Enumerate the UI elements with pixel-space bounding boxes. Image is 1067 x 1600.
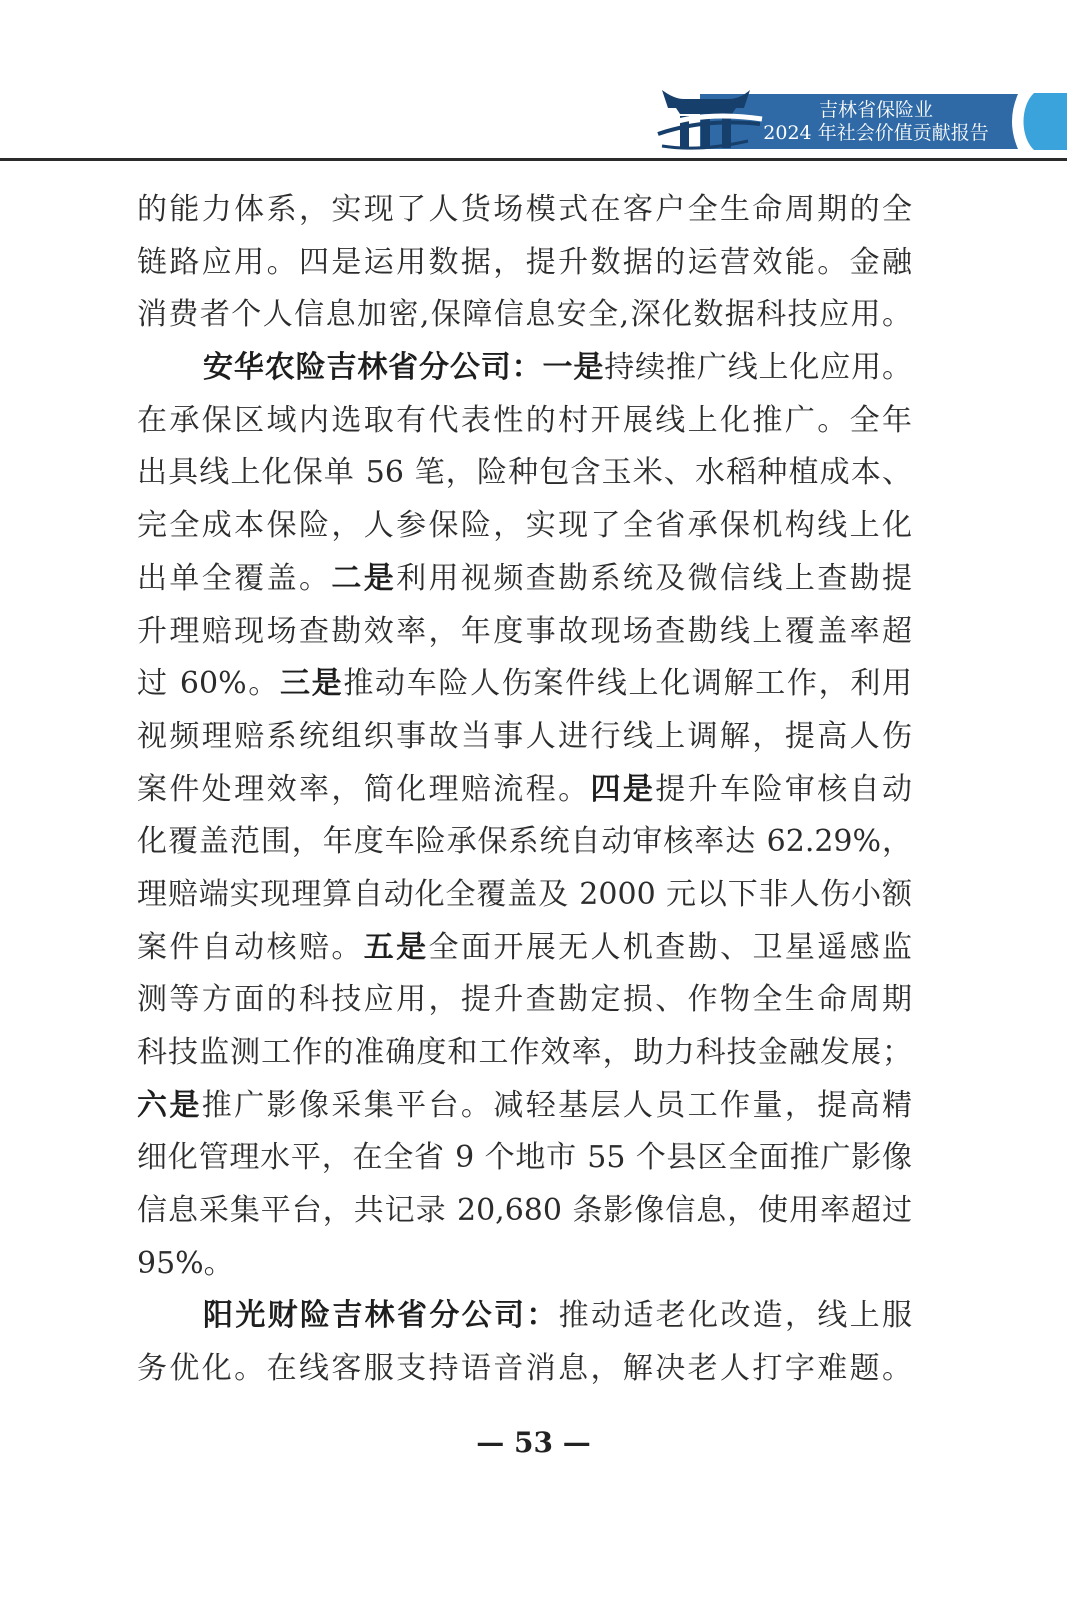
- line-text: 视频理赔系统组织事故当事人进行线上调解，提高人伤: [137, 718, 912, 754]
- emphasis-text: 三是: [279, 666, 344, 702]
- line-text: 理赔端实现理算自动化全覆盖及 2000 元以下非人伤小额: [137, 876, 912, 912]
- line-text: 持续推广线上化应用。: [604, 350, 913, 386]
- line-text: 过 60%。: [137, 666, 280, 702]
- line-text: 全面开展无人机查勘、卫星遥感监: [428, 929, 913, 965]
- emphasis-text: 四是: [590, 771, 656, 807]
- body-line: [137, 816, 912, 869]
- body-line: [137, 922, 912, 975]
- body-line: [137, 711, 912, 764]
- report-title-line1: 吉林省保险业: [818, 99, 933, 121]
- report-title-line2: 2024 年社会价值贡献报告: [763, 122, 989, 144]
- body-line: [137, 869, 912, 922]
- line-text: 推动车险人伤案件线上化调解工作，利用: [343, 666, 913, 702]
- line-text: 完全成本保险，人参保险，实现了全省承保机构线上化: [137, 508, 912, 544]
- line-text: 案件处理效率，简化理赔流程。: [137, 771, 591, 807]
- page-number: — 53 —: [476, 1426, 591, 1459]
- body-line: [137, 500, 912, 553]
- line-text: 链路应用。四是运用数据，提升数据的运营效能。金融: [137, 244, 912, 280]
- body-line: [137, 237, 912, 290]
- line-text: 测等方面的科技应用，提升查勘定损、作物全生命周期: [137, 982, 912, 1018]
- emphasis-text: 五是: [363, 929, 429, 965]
- body-line: [137, 658, 912, 711]
- line-text: 信息采集平台，共记录 20,680 条影像信息，使用率超过: [137, 1193, 912, 1229]
- header-divider: [0, 158, 1067, 161]
- line-text: 利用视频查勘系统及微信线上查勘提: [396, 560, 913, 596]
- line-text: 务优化。在线客服支持语音消息，解决老人打字难题。: [137, 1351, 912, 1387]
- line-text: 细化管理水平，在全省 9 个地市 55 个县区全面推广影像: [137, 1140, 912, 1176]
- line-text: 出具线上化保单 56 笔，险种包含玉米、水稻种植成本、: [137, 455, 912, 491]
- line-text: 消费者个人信息加密,保障信息安全,深化数据科技应用。: [137, 297, 912, 333]
- paragraph-start-line: [137, 342, 912, 395]
- emphasis-text: 二是: [331, 560, 397, 596]
- line-text: 案件自动核赔。: [137, 929, 364, 965]
- line-text: 化覆盖范围，年度车险承保系统自动审核率达 62.29%，: [137, 824, 912, 860]
- paragraph-end-line: [137, 1238, 912, 1291]
- body-line: [137, 974, 912, 1027]
- body-line: [137, 1080, 912, 1133]
- line-text: 出单全覆盖。: [137, 560, 332, 596]
- body-line: [137, 289, 912, 342]
- emphasis-text: 安华农险吉林省分公司：一是: [203, 350, 605, 386]
- line-text: 推广影像采集平台。减轻基层人员工作量，提高精: [201, 1087, 913, 1123]
- body-line: [137, 1185, 912, 1238]
- paragraph-start-line: [137, 1290, 912, 1343]
- line-text: 的能力体系，实现了人货场模式在客户全生命周期的全: [137, 192, 912, 227]
- line-text: 推动适老化改造，线上服: [558, 1298, 913, 1334]
- body-line: [137, 395, 912, 448]
- line-text: 95%。: [137, 1245, 234, 1281]
- emphasis-text: 六是: [137, 1087, 202, 1123]
- body-line: [137, 553, 912, 606]
- page-header: [0, 0, 1067, 165]
- body-line: [137, 606, 912, 659]
- emphasis-text: 阳光财险吉林省分公司：: [203, 1298, 559, 1334]
- body-line: [137, 764, 912, 817]
- body-line: [137, 1027, 912, 1080]
- line-text: 升理赔现场查勘效率，年度事故现场查勘线上覆盖率超: [137, 613, 912, 649]
- line-text: 提升车险审核自动: [655, 771, 913, 807]
- body-line: [137, 447, 912, 500]
- line-text: 在承保区域内选取有代表性的村开展线上化推广。全年: [137, 402, 912, 438]
- body-text: [137, 184, 912, 1396]
- body-line: [137, 184, 912, 237]
- line-text: 科技监测工作的准确度和工作效率，助力科技金融发展；: [137, 1035, 912, 1070]
- body-line: [137, 1132, 912, 1185]
- body-line: [137, 1343, 912, 1396]
